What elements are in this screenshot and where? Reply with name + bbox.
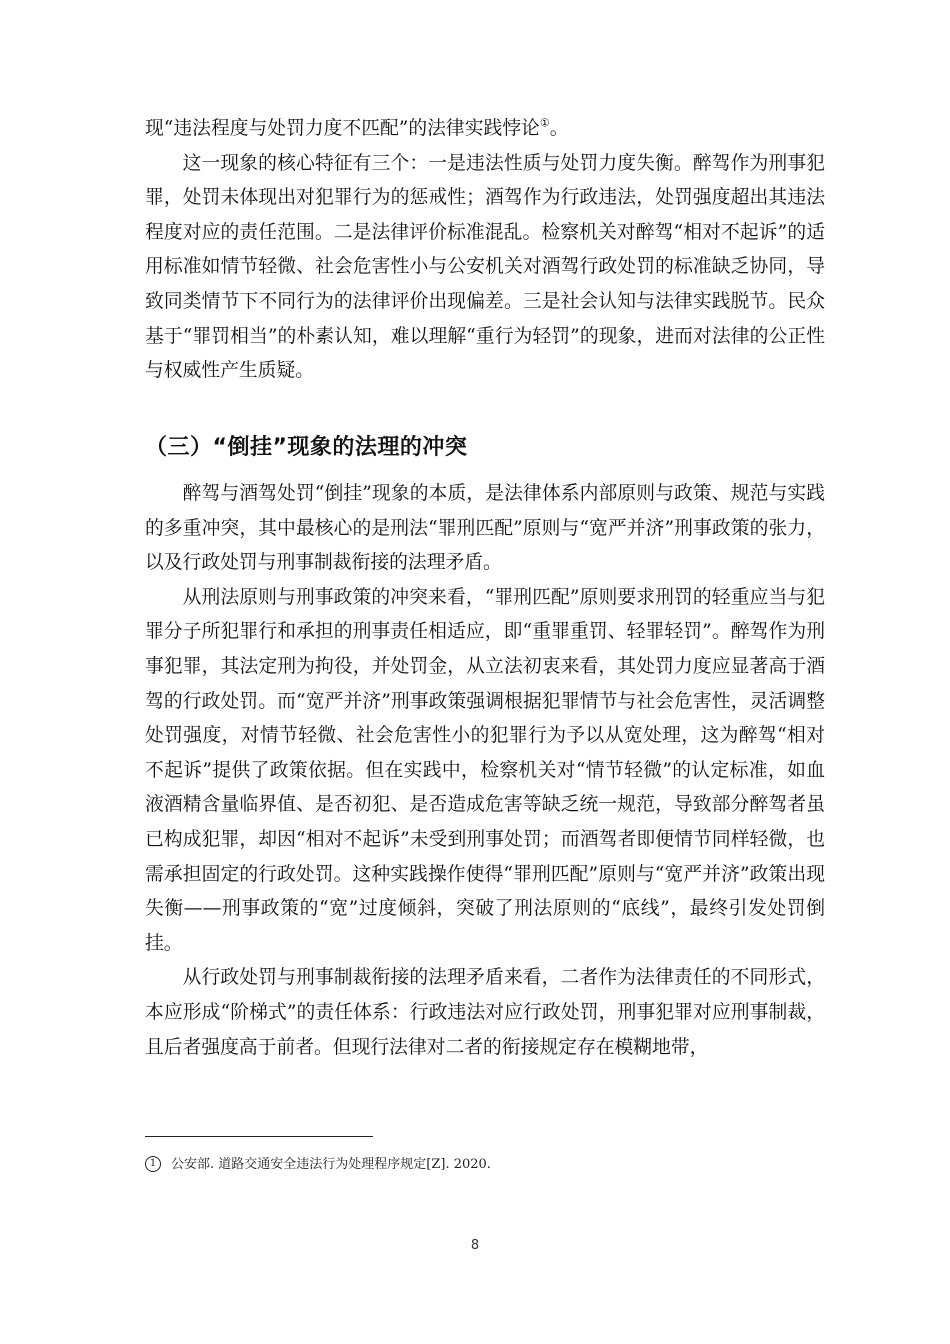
footnote-divider — [145, 1136, 373, 1137]
footnote-mark: 1 — [145, 1156, 161, 1172]
paragraph-core-features: 这一现象的核心特征有三个：一是违法性质与处罚力度失衡。醉驾作为刑事犯罪，处罚未体现出对犯罪行为的惩戒性；酒驾作为行政违法，处罚强度超出其违法程度对应的责任范围。二是法律评价标准混乱。检察机关对醉驾“相对不起诉”的适用标准如情节轻微、社会危害性小与公安机关对酒驾行政处罚的标准缺乏协同，导致同类情节下不同行为的法律评价出现偏差。三是社会认知与法律实践脱节。民众基于“罪罚相当”的朴素认知，难以理解“重行为轻罚”的现象，进而对法律的公正性与权威性产生质疑。 — [145, 152, 825, 382]
section-heading: （三）“倒挂”现象的法理的冲突 — [145, 435, 468, 460]
paragraph-admin-criminal: 从行政处罚与刑事制裁衔接的法理矛盾来看，二者作为法律责任的不同形式，本应形成“阶梯式”的责任体系：行政违法对应行政处罚，刑事犯罪对应刑事制裁，且后者强度高于前者。但现行法律对二者的衔接规定存在模糊地带， — [145, 967, 825, 1058]
page-number: 8 — [470, 1238, 480, 1253]
paragraph-end: 。 — [549, 118, 569, 139]
paragraph-text: 现“违法程度与处罚力度不匹配”的法律实践悖论 — [145, 118, 540, 139]
body-block-top — [145, 112, 825, 389]
paragraph-continuation — [145, 112, 825, 147]
paragraph-essence: 醉驾与酒驾处罚“倒挂”现象的本质，是法律体系内部原则与政策、规范与实践的多重冲突，其中最核心的是刑法“罪刑匹配”原则与“宽严并济”刑事政策的张力，以及行政处罚与刑事制裁衔接的法理矛盾。 — [145, 483, 825, 574]
body-block-bottom — [145, 477, 825, 1065]
footnote-reference[interactable]: ① — [539, 116, 550, 130]
footnote-text: 公安部. 道路交通安全违法行为处理程序规定[Z]. 2020. — [171, 1157, 491, 1172]
paragraph-principle-conflict: 从刑法原则与刑事政策的冲突来看，“罪刑匹配”原则要求刑罚的轻重应当与犯罪分子所犯罪行和承担的刑事责任相适应，即“重罪重罚、轻罪轻罚”。醉驾作为刑事犯罪，其法定刑为拘役，并处罚金，从立法初衷来看，其处罚力度应显著高于酒驾的行政处罚。而“宽严并济”刑事政策强调根据犯罪情节与社会危害性，灵活调整处罚强度，对情节轻微、社会危害性小的犯罪行为予以从宽处理，这为醉驾“相对不起诉”提供了政策依据。但在实践中，检察机关对“情节轻微”的认定标准，如血液酒精含量临界值、是否初犯、是否造成危害等缺乏统一规范，导致部分醉驾者虽已构成犯罪，却因“相对不起诉”未受到刑事处罚；而酒驾者即便情节同样轻微，也需承担固定的行政处罚。这种实践操作使得“罪刑匹配”原则与“宽严并济”政策出现失衡——刑事政策的“宽”过度倾斜，突破了刑法原则的“底线”，最终引发处罚倒挂。 — [145, 586, 825, 954]
footnote — [145, 1153, 491, 1172]
